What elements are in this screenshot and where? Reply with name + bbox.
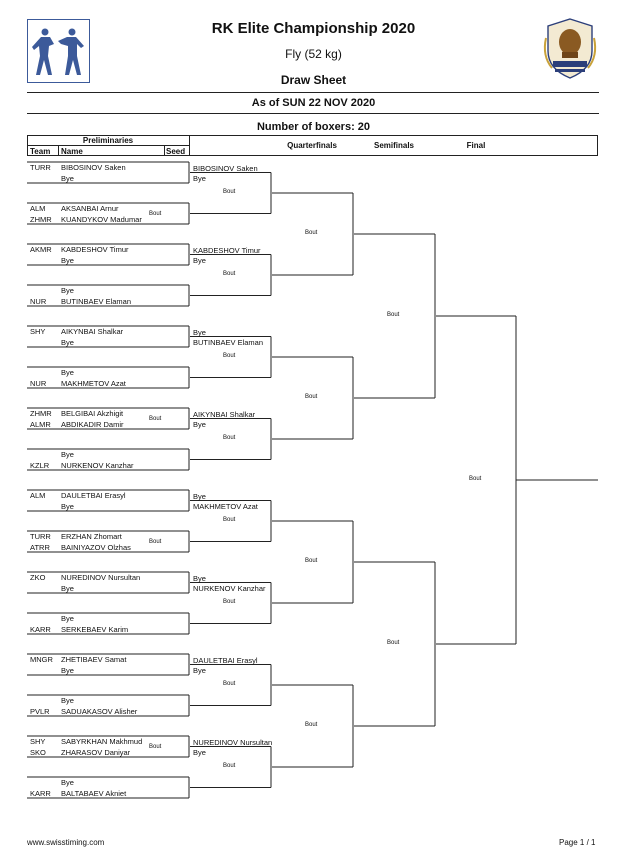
prelim-bout-label: Bout <box>149 744 162 750</box>
prelim-team: KARR <box>30 789 51 798</box>
prelim-boxer-name: SABYRKHAN Makhmud <box>61 737 143 746</box>
prelim-boxer-name: Bye <box>61 286 74 295</box>
round2-boxer-name: DAULETBAI Erasyl <box>193 655 258 665</box>
round2-bout-label: Bout <box>223 353 236 359</box>
round2-boxer-name: MAKHMETOV Azat <box>193 501 258 511</box>
round2-bout-label: Bout <box>223 189 236 195</box>
round2-bout-label: Bout <box>223 271 236 277</box>
prelim-boxer-name: KABDESHOV Timur <box>61 245 129 254</box>
prelim-team: TURR <box>30 163 51 172</box>
round2-boxer-name: Bye <box>193 491 206 501</box>
prelim-boxer-name: BAINIYAZOV Olzhas <box>61 543 131 552</box>
round2-boxer-name: Bye <box>193 419 206 429</box>
prelim-bout-label: Bout <box>149 416 162 422</box>
event-title: RK Elite Championship 2020 <box>211 20 416 37</box>
quarterfinal-bout-label: Bout <box>305 230 318 236</box>
prelim-team: AKMR <box>30 245 52 254</box>
quarterfinal-bout-label: Bout <box>305 558 318 564</box>
prelim-bout-label: Bout <box>149 539 162 545</box>
prelim-boxer-name: SADUAKASOV Alisher <box>61 707 138 716</box>
prelim-boxer-name: NUREDINOV Nursultan <box>61 573 141 582</box>
round2-boxer-name: BIBOSINOV Saken <box>193 163 258 173</box>
semifinal-bout-label: Bout <box>387 640 400 646</box>
prelim-team: ZKO <box>30 573 46 582</box>
prelim-team: ALM <box>30 491 46 500</box>
round2-boxer-name: Bye <box>193 573 206 583</box>
round2-boxer-name: Bye <box>193 747 206 757</box>
prelim-team: KZLR <box>30 461 50 470</box>
prelim-team: ATRR <box>30 543 50 552</box>
sheet-title: Draw Sheet <box>280 73 347 87</box>
prelim-boxer-name: ZHARASOV Daniyar <box>61 748 131 757</box>
prelim-team: ALMR <box>30 420 51 429</box>
prelim-team: KARR <box>30 625 51 634</box>
quarterfinals-header: Quarterfinals <box>287 141 337 150</box>
final-bout-label: Bout <box>469 476 482 482</box>
prelim-boxer-name: Bye <box>61 584 74 593</box>
prelim-team: NUR <box>30 297 47 306</box>
round2-bout-label: Bout <box>223 517 236 523</box>
semifinals-header: Semifinals <box>373 141 414 150</box>
round2-bout-label: Bout <box>223 435 236 441</box>
prelim-team: SHY <box>30 737 46 746</box>
number-of-boxers: Number of boxers: 20 <box>256 121 371 133</box>
round2-bout-label: Bout <box>223 681 236 687</box>
round2-boxer-name: Bye <box>193 665 206 675</box>
prelim-boxer-name: ERZHAN Zhomart <box>61 532 122 541</box>
quarterfinal-bout-label: Bout <box>305 394 318 400</box>
round2-boxer-name: Bye <box>193 327 206 337</box>
round2-boxer-name: Bye <box>193 173 206 183</box>
prelim-boxer-name: Bye <box>61 256 74 265</box>
prelim-boxer-name: ZHETIBAEV Samat <box>61 655 127 664</box>
prelim-boxer-name: Bye <box>61 174 74 183</box>
name-header: Name <box>61 147 83 156</box>
prelim-boxer-name: Bye <box>61 502 74 511</box>
round2-boxer-name: NURKENOV Kanzhar <box>193 583 266 593</box>
prelim-team: PVLR <box>30 707 50 716</box>
prelim-boxer-name: Bye <box>61 696 74 705</box>
prelim-boxer-name: BUTINBAEV Elaman <box>61 297 132 306</box>
final-header: Final <box>466 141 486 150</box>
quarterfinal-bout-label: Bout <box>305 722 318 728</box>
round2-bout-label: Bout <box>223 763 236 769</box>
prelim-bout-label: Bout <box>149 211 162 217</box>
prelim-boxer-name: DAULETBAI Erasyl <box>61 491 126 500</box>
footer-page-number: Page 1 / 1 <box>559 838 596 847</box>
preliminaries-header: Preliminaries <box>82 136 134 145</box>
prelim-boxer-name: Bye <box>61 338 74 347</box>
prelim-boxer-name: BELGIBAI Akzhigit <box>61 409 124 418</box>
prelim-boxer-name: ABDIKADIR Damir <box>61 420 124 429</box>
prelim-boxer-name: BIBOSINOV Saken <box>61 163 126 172</box>
team-header: Team <box>30 147 51 156</box>
prelim-team: SHY <box>30 327 46 336</box>
round2-boxer-name: KABDESHOV Timur <box>193 245 261 255</box>
prelim-team: ALM <box>30 204 46 213</box>
prelim-boxer-name: AIKYNBAI Shalkar <box>61 327 124 336</box>
footer-website: www.swisstiming.com <box>27 838 105 847</box>
round2-boxer-name: AIKYNBAI Shalkar <box>193 409 256 419</box>
prelim-boxer-name: Bye <box>61 450 74 459</box>
round2-boxer-name: BUTINBAEV Elaman <box>193 337 264 347</box>
prelim-boxer-name: MAKHMETOV Azat <box>61 379 126 388</box>
prelim-team: MNGR <box>30 655 53 664</box>
weight-category: Fly (52 kg) <box>285 47 342 61</box>
as-of-date: As of SUN 22 NOV 2020 <box>251 97 376 109</box>
prelim-boxer-name: Bye <box>61 666 74 675</box>
prelim-boxer-name: BALTABAEV Akniet <box>61 789 127 798</box>
prelim-team: SKO <box>30 748 46 757</box>
prelim-boxer-name: Bye <box>61 368 74 377</box>
round2-boxer-name: Bye <box>193 255 206 265</box>
prelim-boxer-name: KUANDYKOV Madumar <box>61 215 142 224</box>
prelim-team: ZHMR <box>30 215 52 224</box>
round2-boxer-name: NUREDINOV Nursultan <box>193 737 273 747</box>
semifinal-bout-label: Bout <box>387 312 400 318</box>
prelim-team: NUR <box>30 379 47 388</box>
seed-header: Seed <box>166 147 186 156</box>
round2-bout-label: Bout <box>223 599 236 605</box>
prelim-boxer-name: NURKENOV Kanzhar <box>61 461 134 470</box>
prelim-boxer-name: SERKEBAEV Karim <box>61 625 129 634</box>
prelim-boxer-name: Bye <box>61 614 74 623</box>
prelim-boxer-name: Bye <box>61 778 74 787</box>
prelim-boxer-name: AKSANBAI Arnur <box>61 204 119 213</box>
prelim-team: TURR <box>30 532 51 541</box>
prelim-team: ZHMR <box>30 409 52 418</box>
